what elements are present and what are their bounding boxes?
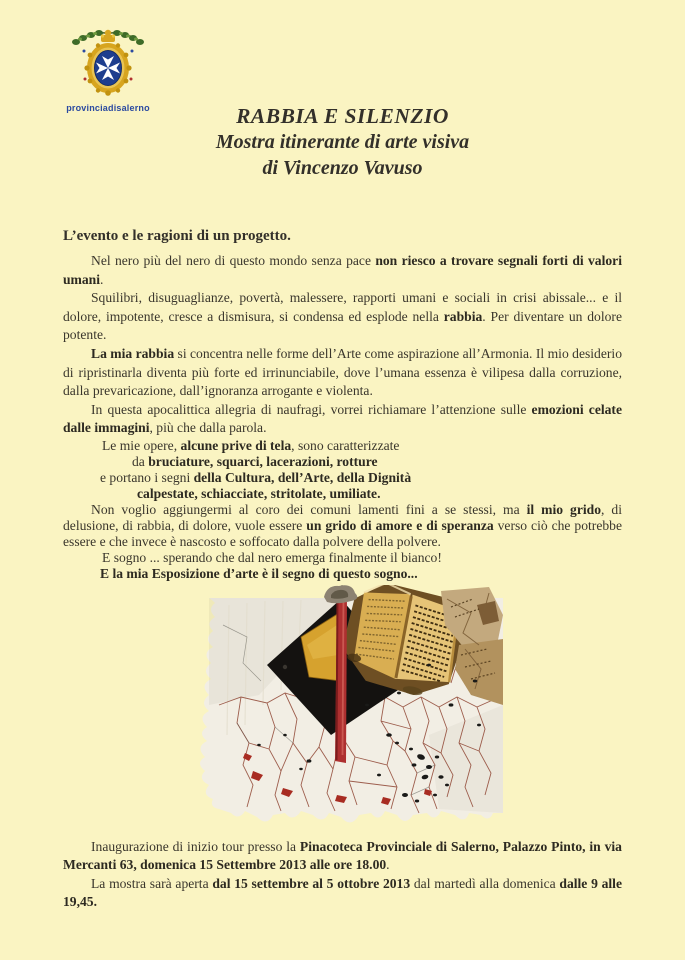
footer-text <box>63 838 622 912</box>
exhibition-subtitle: Mostra itinerante di arte visiva <box>215 131 470 153</box>
paragraph: La mia rabbia si concentra nelle forme dell’Arte come aspirazione all’Armonia. Il mio desiderio di ripristinarla diventa più forte ed irrinunciabile, dove l’umana essenza è vilipesa dalla corruzione, dalla prevaricazione, dall’ignoranza arrogante e violenta. <box>63 345 622 399</box>
paragraph: Non voglio aggiungermi al coro dei comuni lamenti fini a se stessi, ma il mio grido, di delusione, di rabbia, di dolore, vuole essere un grido di amore e di speranza verso ciò che potrebbe essere e che invece è nascosto e soffocato dalla polvere della polvere. <box>63 501 622 549</box>
schedule-info: La mostra sarà aperta dal 15 settembre al 5 ottobre 2013 dal martedì alla domenica dalle 9 alle 19,45. <box>63 875 622 910</box>
provincia-salerno-emblem-icon <box>64 27 152 97</box>
exhibition-title: RABBIA E SILENZIO <box>236 104 449 128</box>
paragraph: E la mia Esposizione d’arte è il segno di questo sogno... <box>100 565 418 581</box>
artwork-photo <box>189 585 503 830</box>
poem-line: calpestate, schiacciate, stritolate, umiliate. <box>137 485 381 501</box>
paragraph: Nel nero più del nero di questo mondo senza pace non riesco a trovare segnali forti di valori umani. <box>63 253 622 287</box>
section-heading: L’evento e le ragioni di un progetto. <box>63 228 291 244</box>
logo-caption: provinciadisalerno <box>66 103 150 113</box>
paragraph: E sogno ... sperando che dal nero emerga finalmente il bianco! <box>102 549 442 565</box>
body-text <box>63 252 622 582</box>
paragraph: Squilibri, disuguaglianze, povertà, malessere, rapporti umani e sociali in crisi abissale... e il dolore, impotente, cresce a dismisura, si condensa ed esplode nella rabbia. Per diventare un dolore potente. <box>63 290 622 343</box>
artist-name: di Vincenzo Vavuso <box>262 157 423 179</box>
poem-line: e portano i segni della Cultura, dell’Arte, della Dignità <box>100 469 412 485</box>
poem-line: da bruciature, squarci, lacerazioni, rotture <box>132 453 378 469</box>
opening-info: Inaugurazione di inizio tour presso la Pinacoteca Provinciale di Salerno, Palazzo Pinto, in via Mercanti 63, domenica 15 Settembre 2013 alle ore 18.00. <box>63 839 622 873</box>
poem-line: Le mie opere, alcune prive di tela, sono caratterizzate <box>102 437 400 453</box>
logo-block <box>64 27 152 113</box>
title-block <box>0 103 685 181</box>
paragraph: In questa apocalittica allegria di naufragi, vorrei richiamare l’attenzione sulle emozioni celate dalle immagini, più che dalla parola. <box>63 401 622 436</box>
